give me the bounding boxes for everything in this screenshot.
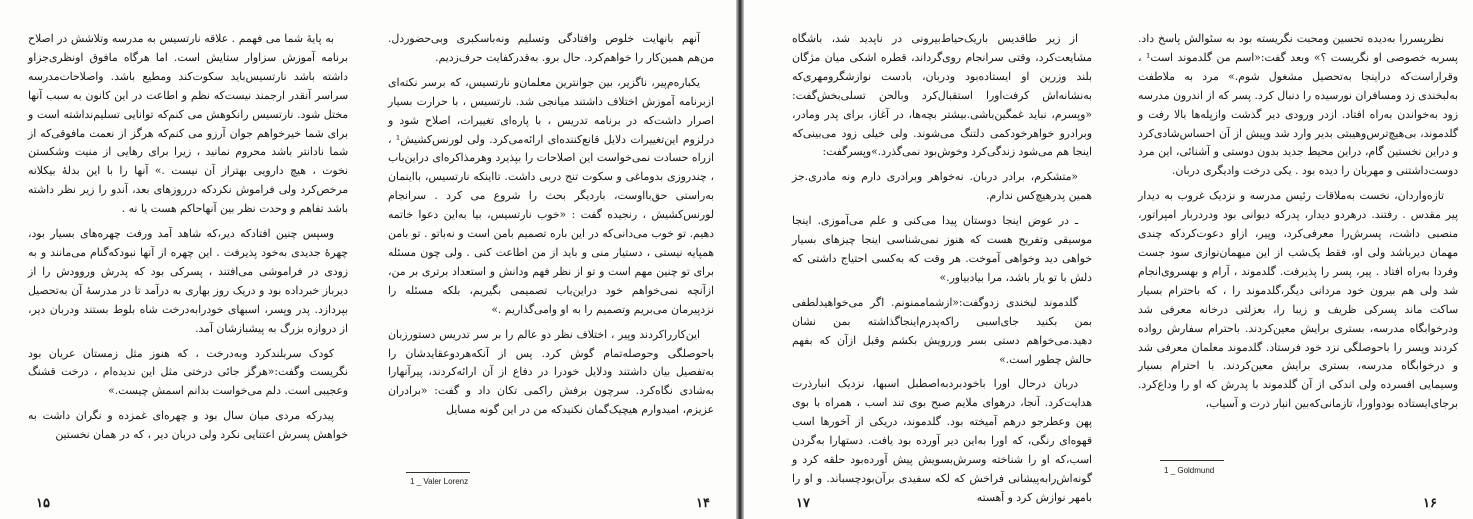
page-number: ۱۷ (796, 496, 810, 511)
paragraph: این‌کار‌را‌کردند وپیر ، اختلاف نظر دو عالم را بر سر تدریس دستورزبان باحوصلگی وحوصله‌تمام گوش کرد. پس از آنکه‌هردوعقایدشان را به‌تفصیل بیان داشتند ودلایل خودرا در دفاع از آن ارائه‌کردند، پیرآنهارا به‌شادی نگاه‌کرد. سرچون برفش را‌کمی تکان داد و گفت: «برادران عزیزم، امیدوارم هیچیک‌گمان نکنیدکه من در این گونه مسایل (388, 327, 714, 417)
book-spine (736, 0, 744, 519)
page-text (1138, 30, 1458, 414)
footnote: 1 _ Goldmund (1164, 466, 1215, 475)
paragraph: یکباره‌م‌پیر، ناگزیر، بین جوانترین معلمان‌و نارتسیس، که برسر نکته‌ای ازبرنامه آموزش اختلاف داشتند میانجی شد. نارتسیس ، با حرارت بسیار اصرار داشت‌که در برنامه تدریس ، با پاره‌ای تغییرات، اصلاح شود و درلزوم این‌تغییرات دلایل قانع‌کننده‌ای ارائه‌می‌کرد. ولی لورنس‌کشیش¹ ، ازراه حسادت نمی‌خواست این اصلاحات را بپذیرد وهرمذاکره‌ای دراین‌باب ، چندروزی بدوماغی و سکوت تنج دربی داشت. تااینکه نارتسیس، بااینمان به‌راستی حق‌بااوست، باردیگر بحث را شروع می کرد . سرانجام لورنس‌کشیش ، رنجیده گفت : «خوب نارتسیس، بیا به‌این دعوا خاتمه دهیم. تو خوب می‌دانی‌که در این باره تصمیم بامن است و نه‌باتو . تو بامن همپایه نیستی ، دستیار منی و باید از من اطاعت کنی . ولی چون مسئله برای تو چنین مهم است و تو از نظر فهم ودانش و استعداد برتری بر من، ازآنچه نمی‌خواهم خود دراین‌باب تصمیمی بگیریم، بلکه مسئله را نزدپیرمان می‌بریم وتصمیم را به او وامی‌گذاریم .» (388, 75, 715, 316)
paragraph: نظرپسررا به‌دیده تحسین ومحبت نگریسته بود به سئوالش پاسخ داد. پسربه خصوصی او نگریست ؟» وبعد گفت:«اسم من گلدموند است¹ ، وقراراست‌که دراینجا به‌تحصیل مشغول شوم.» مرد به ملاطفت به‌لبخندی زد ومسافران نورسیده را دنبال کرد. پسر که از اندرون مدرسه زود به‌خواندن به‌راه افتاد. ازدر ورودی دیر گذشت وازپله‌ها بالا رفت و گلدموند، بی‌هیچ‌ترس‌وهیبتی بدیر وارد شد وپیش از آن احساس‌شادی‌کرد و دراین نخستین گام، دراین محیط جدید بدون دوستی و آشنائی، این مرد دوست‌داشتنی و مهربان را دیده بود . یکی درخت وادیگری دربان. (1138, 32, 1458, 178)
paragraph: به پایهٔ شما می فهمم . علاقه نارتسیس به مدرسه وتلاشش در اصلاح برنامه آموزش سزاوار ستایش است. اما هرگاه مافوق اونظری‌جزاو داشته باشد نارتسیس‌باید سکوت‌کند ومطیع باشد. واصلاحات‌مدرسه سراسر آنقدر ارجمند نیست‌که نظم و اطاعت در این کانون به سبب آنها مختل شود. نارتسیس رانکوهش می کنم‌که توانایی تسلیم‌نداشته است و برای شما خیرخواهم جوان آرزو می کنم‌که هرگز از نعمت مافوقی‌که از شما نادانتر باشد محروم نمانید ، زیرا برای رهایی از منیت وشکستن نخوت ، هیچ دارویی بهتراز آن نیست .» آنها را با این بدلهٔ بیکلانه مرخص‌کرد ولی فراموش نکرد‌که درروزهای بعد، آندو را زیر نظر داشته باشد تفاهم و وحدت نظر بین آنهاحاکم هست یا نه . (28, 32, 348, 216)
book-page-15 (0, 0, 370, 519)
paragraph: ـ در عوض اینجا دوستان پیدا می‌کنی و علم می‌آموزی. اینجا موسیقی وتفریح هست که هنوز نمی‌شناسی اینجا چیزهای بسیار خواهی دید وخواهی آموخت. هر وقت که به‌کسی احتیاج داشتی که دلش با تو یار باشد، مرا بیادبیاور.» (792, 214, 1092, 284)
page-number: ۱۴ (696, 496, 710, 511)
book-page-16 (1110, 0, 1473, 519)
paragraph: از زیر طاقدیس باریک‌حیاط‌بیرونی در ناپدید شد، باشگاه مشایعت‌کرد، وقتی سرانجام روی‌گرداند، قطره اشکی میان مژگان بلند وزرین او ایستاده‌بود ودربان، بادست نوازشگرومهری‌که به‌نشانه‌اش کرفت‌اورا استقبال‌کرد وبالحن تسلی‌بخش‌گفت: «وپسرم، نباید غمگین‌باشی.بیشتر بچه‌ها، در آغاز، برای پدر ومادر، وبرادرو خواهرخود‌کمی دلتنگ می‌شوند. ولی خیلی زود می‌بینی‌که اینجا هم می‌شود زندگی‌کرد وخوش‌بود نمی‌گذرد.»وپسرگفت: (792, 32, 1092, 159)
footnote-rule (406, 472, 470, 473)
footnote: 1 _ Valer Lorenz (410, 477, 469, 486)
page-text (28, 30, 348, 445)
footnote-rule (1160, 460, 1224, 461)
paragraph: آنهم بانهایت خلوص وافتادگی وتسلیم ونه‌باسکبری وبی‌حضوردل. من‌هم همین‌کار را خواهم‌کرد. حال برو. به‌قدر‌کفایت حرف‌زدیم. (388, 32, 714, 64)
page-text (388, 30, 714, 420)
paragraph: «متشکرم، برادر دربان. نه‌خواهر وبرادری دارم ونه مادری.جز همین پدرهیچ‌کس ندارم. (792, 170, 1092, 203)
page-number: ۱۶ (1423, 496, 1437, 511)
paragraph: کودک سربلندکرد وبه‌درخت ، که هنوز مثل زمستان عریان بود نگریست وگفت:«هرگز جائی درختی مثل این ندیده‌ام ، درخت قشنگ وعجیبی است. دلم می‌خواست بدانم اسمش چیست.» (28, 346, 348, 398)
book-page-17 (744, 0, 1110, 519)
paragraph: گلدموند لبخندی زدو‌گفت:«ازشماممنونم. اگر می‌خواهیدلطفی بمن بکنید جای‌اسبی راکه‌پدرم‌اینجاگذاشته بمن نشان دهید.می‌خواهم دستی بسر وررویش بکشم وقبل ازآن که بفهم حالش چطور است.» (792, 295, 1092, 366)
paragraph: تازه‌واردان، نخست به‌ملاقات رئیس مدرسه و نزدیک غروب به دیدار پیر مقدس . رفتند. درهردو دیدار، پدرکه دیوانی بود ودردربار امپراتور، منصبی داشت، پسرش‌را معرفی‌کرد، وپیر، ازاو دعوت‌کرد‌که چندی مهمان دیرباشد ولی او، فقط یک‌شب از این میهمان‌نوازی سود جست وفردا به‌راه افتاد . پیر، پسر را پذیرفت. گلدموند ، آرام و بهسروی‌انجام شد ولی هم بیرون خود مردانی دیگر،گلدموند را ، که باحترام بسیار ساکت ماند پسرکی ظریف و زیبا را، بعزلتی درخانه معرفی شد ودرخوابگاه مدرسه، بستری برایش معین‌کردند. باحترام سفارش رواده کردند وپسر را باحوصلگی نزد خود فرستاد. گلدموند معلمان معرفی شد و درخوابگاه مدرسه، بستری برایش معین‌کردند. با احترام بسیار وسیمایی افسرده ولی اندکی از آن گلدموند با پدرش که او را وداع‌کرد. برجای‌ایستاده بودواورا، تازمانی‌که‌بین انبار ذرت و آسیاب، (1138, 189, 1458, 411)
page-number: ۱۵ (36, 496, 50, 511)
book-page-14 (370, 0, 736, 519)
paragraph: دربان درحال اورا باخودبردبه‌اصطبل اسبها، نزدیک انبارذرت هدایت‌کرد. آنجا، درهوای ملایم صبح بوی تند اسب ، همراه با بوی پهن وعطرجو درهم آمیخته بود. گلدموند، دریکی از آخورها اسب قهوه‌ای رنگی، که اورا به‌این دیر آورده بود یافت. دستهارا به‌گردن اسب،که او را شناخته وسرش‌بسویش پیش آورده‌بود حلقه کرد و گونه‌اش‌رابه‌پیشانی فراخش که لکه سفیدی برآن‌بودچسباند. و او را بامهر نوازش کرد و آهسته (792, 377, 1092, 504)
paragraph: وسپس چنین افتاد‌که دیر،که شاهد آمد ورفت چهره‌های بسیار بود، چهرهٔ جدیدی به‌خود پذیرفت . این چهره از آنها نبود‌که‌گنام می‌مانند و به زودی در فراموشی می‌افتند ، پسرکی بود که پدرش وروودش را از دیرباز خبرداده بود و دریک روز بهاری به درآمد تا در مدرسهٔ آن به‌تحصیل بپردازد. پدر وپسر، اسبهای خودرابه‌درخت شاه بلوط بستند ودربان دیر، از دروازه بزرگ به پیشبازشان آمد. (28, 227, 348, 335)
paragraph: پیدرکه مردی میان سال بود و چهره‌ای غمزده و نگران داشت به خواهش پسرش اعتنایی نکرد ولی دربان دیر ، که در همان نخستین (28, 409, 348, 442)
page-text (792, 30, 1092, 508)
